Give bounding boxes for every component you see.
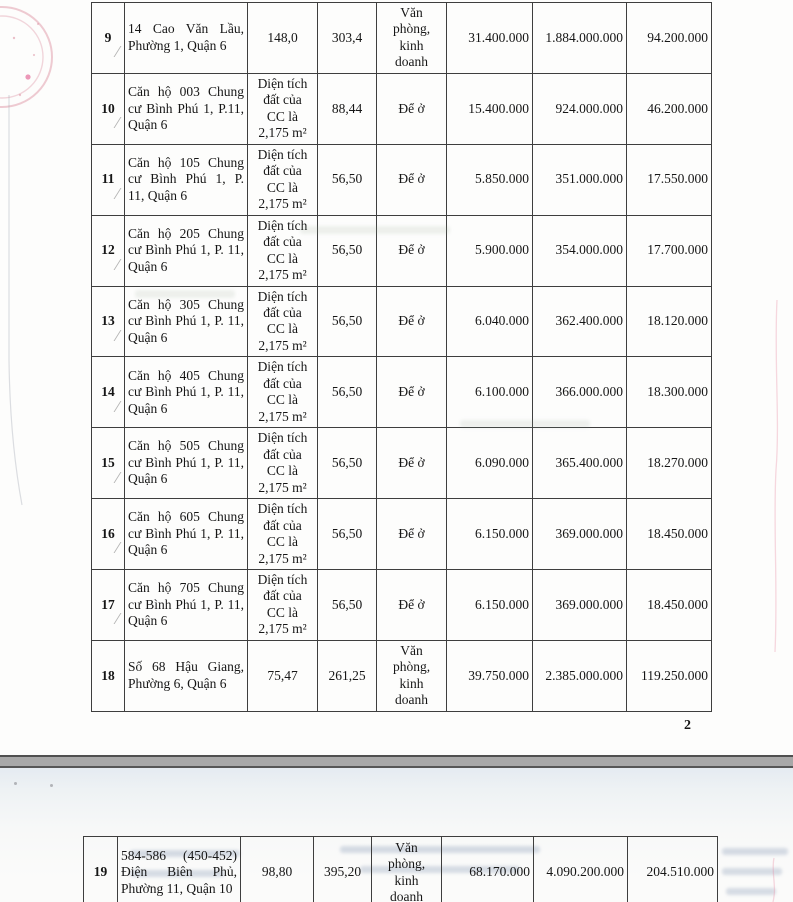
pencil-tick-mark (106, 117, 121, 128)
cell-total-value: 354.000.000 (533, 215, 627, 286)
cell-land-area: 75,47 (248, 640, 318, 711)
cell-address: Căn hộ 705 Chung cư Bình Phú 1, P. 11, Quận 6 (125, 570, 248, 641)
cell-total-value: 1.884.000.000 (533, 3, 627, 74)
cell-address: Căn hộ 305 Chung cư Bình Phú 1, P. 11, Quận 6 (125, 286, 248, 357)
cell-usage-purpose: Để ở (377, 499, 447, 570)
table-row (92, 428, 712, 499)
cell-total-value: 366.000.000 (533, 357, 627, 428)
cell-floor-area: 261,25 (318, 640, 377, 711)
pencil-tick-mark (106, 330, 121, 341)
cell-secondary-value: 17.550.000 (627, 144, 712, 215)
cell-land-note: Diện tích đất của CC là 2,175 m² (248, 499, 318, 570)
cell-unit-price: 68.170.000 (442, 837, 534, 902)
cell-land-note: Diện tích đất của CC là 2,175 m² (248, 73, 318, 144)
cell-land-note: Diện tích đất của CC là 2,175 m² (248, 570, 318, 641)
property-table-page-1 (91, 2, 712, 712)
page-number: 2 (684, 718, 691, 733)
pencil-tick-mark (106, 613, 121, 624)
cell-secondary-value: 204.510.000 (628, 837, 718, 902)
cell-row-number: 12 (92, 215, 125, 286)
table-row (92, 357, 712, 428)
pencil-tick-mark (106, 46, 121, 57)
cell-total-value: 365.400.000 (533, 428, 627, 499)
cell-floor-area: 303,4 (318, 3, 377, 74)
cell-unit-price: 6.150.000 (447, 570, 533, 641)
cell-total-value: 369.000.000 (533, 499, 627, 570)
pencil-tick-mark (106, 542, 121, 553)
pen-mark-pink (773, 858, 774, 902)
cell-row-number: 13 (92, 286, 125, 357)
cell-land-area: 98,80 (241, 837, 314, 902)
cell-unit-price: 5.850.000 (447, 144, 533, 215)
bleedthrough-artifact (726, 888, 776, 895)
cell-land-area: 148,0 (248, 3, 318, 74)
cell-unit-price: 15.400.000 (447, 73, 533, 144)
cell-floor-area: 56,50 (318, 428, 377, 499)
table-row (92, 144, 712, 215)
cell-unit-price: 6.090.000 (447, 428, 533, 499)
pen-mark-pink (775, 300, 777, 652)
cell-row-number: 10 (92, 73, 125, 144)
cell-secondary-value: 46.200.000 (627, 73, 712, 144)
table-row (92, 215, 712, 286)
cell-land-note: Diện tích đất của CC là 2,175 m² (248, 144, 318, 215)
cell-floor-area: 395,20 (314, 837, 372, 902)
cell-row-number: 18 (92, 640, 125, 711)
cell-floor-area: 56,50 (318, 499, 377, 570)
table-row (84, 837, 718, 902)
cell-row-number: 9 (92, 3, 125, 74)
bleedthrough-artifact (722, 868, 782, 875)
cell-address: Căn hộ 003 Chung cư Bình Phú 1, P.11, Quận 6 (125, 73, 248, 144)
cell-secondary-value: 18.120.000 (627, 286, 712, 357)
cell-usage-purpose: Văn phòng, kinh doanh (372, 837, 442, 902)
cell-row-number: 11 (92, 144, 125, 215)
cell-land-note: Diện tích đất của CC là 2,175 m² (248, 215, 318, 286)
bleedthrough-artifact (722, 848, 788, 855)
cell-usage-purpose: Để ở (377, 286, 447, 357)
cell-secondary-value: 18.450.000 (627, 499, 712, 570)
cell-total-value: 369.000.000 (533, 570, 627, 641)
pencil-tick-mark (106, 259, 121, 270)
cell-total-value: 2.385.000.000 (533, 640, 627, 711)
stamp-outer-circle (0, 7, 52, 107)
page-gap-separator (0, 755, 793, 768)
table-row (92, 570, 712, 641)
cell-floor-area: 56,50 (318, 215, 377, 286)
document-page-2 (0, 768, 793, 902)
cell-unit-price: 39.750.000 (447, 640, 533, 711)
cell-floor-area: 56,50 (318, 357, 377, 428)
cell-floor-area: 56,50 (318, 286, 377, 357)
cell-usage-purpose: Để ở (377, 570, 447, 641)
stamp-speck (25, 74, 30, 79)
cell-usage-purpose: Để ở (377, 215, 447, 286)
cell-usage-purpose: Văn phòng, kinh doanh (377, 3, 447, 74)
cell-unit-price: 6.150.000 (447, 499, 533, 570)
pencil-tick-mark (106, 472, 121, 483)
scan-speck (14, 782, 17, 785)
cell-address: Số 68 Hậu Giang, Phường 6, Quận 6 (125, 640, 248, 711)
cell-row-number: 14 (92, 357, 125, 428)
cell-floor-area: 56,50 (318, 144, 377, 215)
cell-total-value: 924.000.000 (533, 73, 627, 144)
cell-unit-price: 31.400.000 (447, 3, 533, 74)
cell-floor-area: 56,50 (318, 570, 377, 641)
cell-address: Căn hộ 405 Chung cư Bình Phú 1, P. 11, Quận 6 (125, 357, 248, 428)
pencil-tick-mark (106, 401, 121, 412)
cell-land-note: Diện tích đất của CC là 2,175 m² (248, 357, 318, 428)
cell-address: Căn hộ 605 Chung cư Bình Phú 1, P. 11, Quận 6 (125, 499, 248, 570)
cell-address: Căn hộ 205 Chung cư Bình Phú 1, P. 11, Quận 6 (125, 215, 248, 286)
cell-usage-purpose: Để ở (377, 357, 447, 428)
table-row (92, 499, 712, 570)
table-row (92, 73, 712, 144)
scan-speck (50, 784, 53, 787)
cell-total-value: 351.000.000 (533, 144, 627, 215)
cell-secondary-value: 119.250.000 (627, 640, 712, 711)
cell-unit-price: 5.900.000 (447, 215, 533, 286)
cell-address: Căn hộ 505 Chung cư Bình Phú 1, P. 11, Quận 6 (125, 428, 248, 499)
property-table-page-2 (83, 836, 718, 902)
paper-fold-line (9, 95, 22, 505)
cell-secondary-value: 94.200.000 (627, 3, 712, 74)
table-row (92, 640, 712, 711)
cell-secondary-value: 17.700.000 (627, 215, 712, 286)
cell-land-note: Diện tích đất của CC là 2,175 m² (248, 286, 318, 357)
cell-address: Căn hộ 105 Chung cư Bình Phú 1, P. 11, Quận 6 (125, 144, 248, 215)
table-row (92, 286, 712, 357)
cell-unit-price: 6.100.000 (447, 357, 533, 428)
cell-row-number: 17 (92, 570, 125, 641)
cell-address: 584-586 (450-452) Điện Biên Phủ, Phường 11, Quận 10 (118, 837, 241, 902)
cell-row-number: 16 (92, 499, 125, 570)
pencil-tick-mark (106, 188, 121, 199)
table-row (92, 3, 712, 74)
cell-secondary-value: 18.450.000 (627, 570, 712, 641)
cell-row-number: 15 (92, 428, 125, 499)
cell-usage-purpose: Để ở (377, 73, 447, 144)
cell-total-value: 4.090.200.000 (534, 837, 628, 902)
cell-secondary-value: 18.270.000 (627, 428, 712, 499)
cell-secondary-value: 18.300.000 (627, 357, 712, 428)
cell-usage-purpose: Để ở (377, 428, 447, 499)
stamp-inner-circle (0, 16, 43, 98)
cell-usage-purpose: Để ở (377, 144, 447, 215)
cell-floor-area: 88,44 (318, 73, 377, 144)
cell-land-note: Diện tích đất của CC là 2,175 m² (248, 428, 318, 499)
cell-usage-purpose: Văn phòng, kinh doanh (377, 640, 447, 711)
cell-unit-price: 6.040.000 (447, 286, 533, 357)
cell-row-number: 19 (84, 837, 118, 902)
cell-address: 14 Cao Văn Lầu, Phường 1, Quận 6 (125, 3, 248, 74)
cell-total-value: 362.400.000 (533, 286, 627, 357)
